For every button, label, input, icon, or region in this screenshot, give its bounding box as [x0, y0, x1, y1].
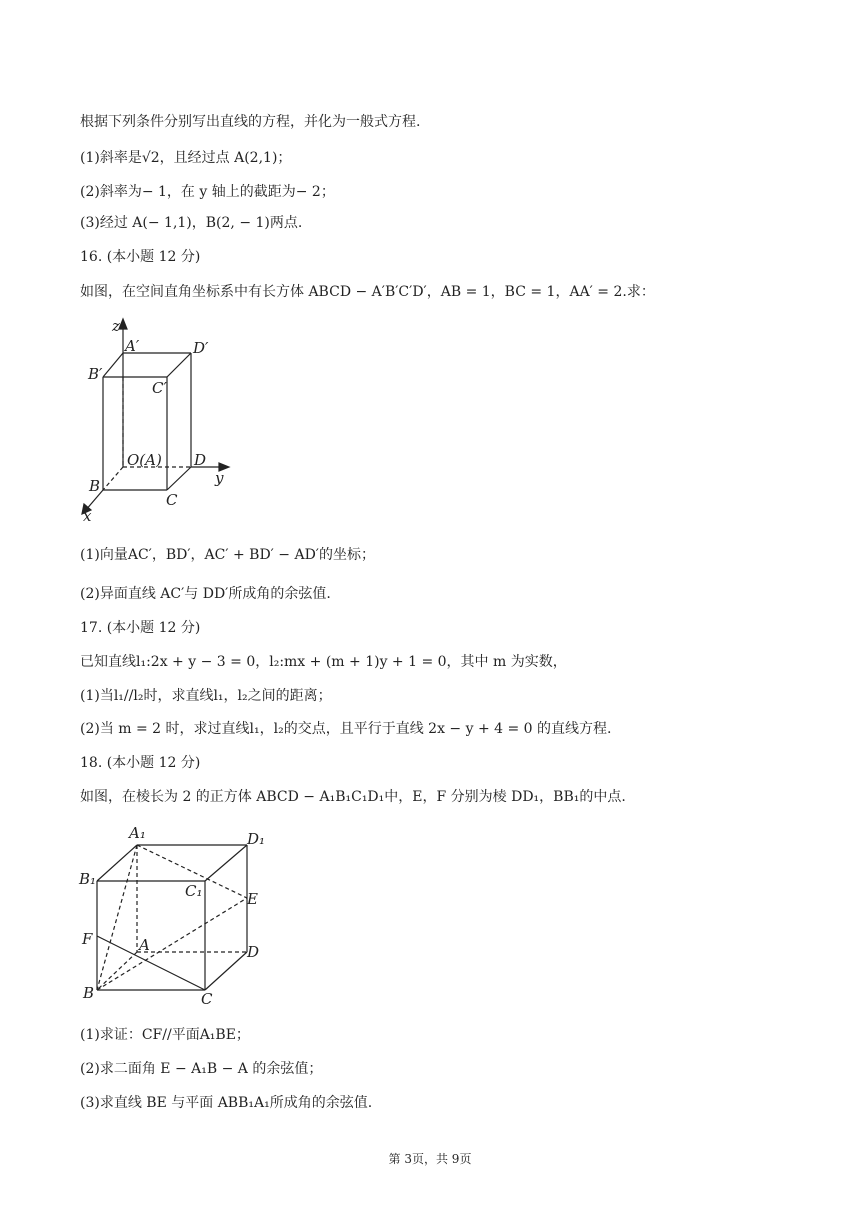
item-16-1: (1)向量AC′，BD′，AC′ + BD′ − AD′的坐标；: [80, 547, 375, 563]
cube-figure: [75, 820, 275, 1010]
label-c: C: [201, 990, 213, 1008]
item-17-1: (1)当l₁//l₂时，求直线l₁，l₂之间的距离；: [80, 688, 332, 704]
item-15-1: (1)斜率是√2，且经过点 A(2,1)；: [80, 150, 292, 166]
item-16-2: (2)异面直线 AC′与 DD′所成角的余弦值.: [80, 586, 331, 602]
label-f: F: [82, 930, 93, 948]
label-d1: D₁: [247, 830, 266, 848]
question-18-stem: 如图，在棱长为 2 的正方体 ABCD − A₁B₁C₁D₁中，E，F 分别为棱 DD₁，BB₁的中点.: [80, 789, 626, 805]
label-y: y: [215, 469, 224, 487]
label-b: B: [83, 984, 95, 1002]
label-d: D: [247, 943, 260, 961]
label-z: z: [112, 317, 120, 335]
question-17-stem: 已知直线l₁:2x + y − 3 = 0，l₂:mx + (m + 1)y + 1 = 0，其中 m 为实数，: [80, 654, 567, 670]
label-a: A: [139, 936, 150, 954]
question-17-header: 17. (本小题 12 分): [80, 620, 201, 636]
label-a1: A₁: [129, 824, 146, 842]
item-18-1: (1)求证：CF//平面A₁BE；: [80, 1027, 250, 1043]
label-b: B: [89, 477, 101, 495]
label-o-a: O(A): [127, 451, 162, 469]
item-15-3: (3)经过 A(− 1,1)，B(2, − 1)两点.: [80, 215, 303, 231]
item-17-2: (2)当 m = 2 时，求过直线l₁，l₂的交点，且平行于直线 2x − y + 4 = 0 的直线方程.: [80, 721, 612, 737]
label-e: E: [247, 890, 258, 908]
label-d: D: [194, 451, 207, 469]
label-b-prime: B′: [88, 365, 103, 383]
intro-line: 根据下列条件分别写出直线的方程，并化为一般式方程.: [80, 114, 421, 130]
label-a-prime: A′: [125, 337, 140, 355]
item-18-3: (3)求直线 BE 与平面 ABB₁A₁所成角的余弦值.: [80, 1095, 373, 1111]
question-18-header: 18. (本小题 12 分): [80, 755, 201, 771]
label-c-prime: C′: [152, 379, 167, 397]
cuboid-figure: [75, 315, 245, 525]
label-c: C: [166, 491, 178, 509]
question-16-stem: 如图，在空间直角坐标系中有长方体 ABCD − A′B′C′D′，AB = 1，BC = 1，AA′ = 2.求：: [80, 284, 655, 300]
item-18-2: (2)求二面角 E − A₁B − A 的余弦值；: [80, 1061, 323, 1077]
question-16-header: 16. (本小题 12 分): [80, 249, 201, 265]
label-b1: B₁: [79, 870, 97, 888]
page-footer: 第 3页，共 9页: [388, 1152, 472, 1166]
item-15-2: (2)斜率为− 1，在 y 轴上的截距为− 2；: [80, 184, 335, 200]
label-x: x: [83, 507, 92, 525]
label-c1: C₁: [185, 882, 203, 900]
label-d-prime: D′: [193, 339, 209, 357]
